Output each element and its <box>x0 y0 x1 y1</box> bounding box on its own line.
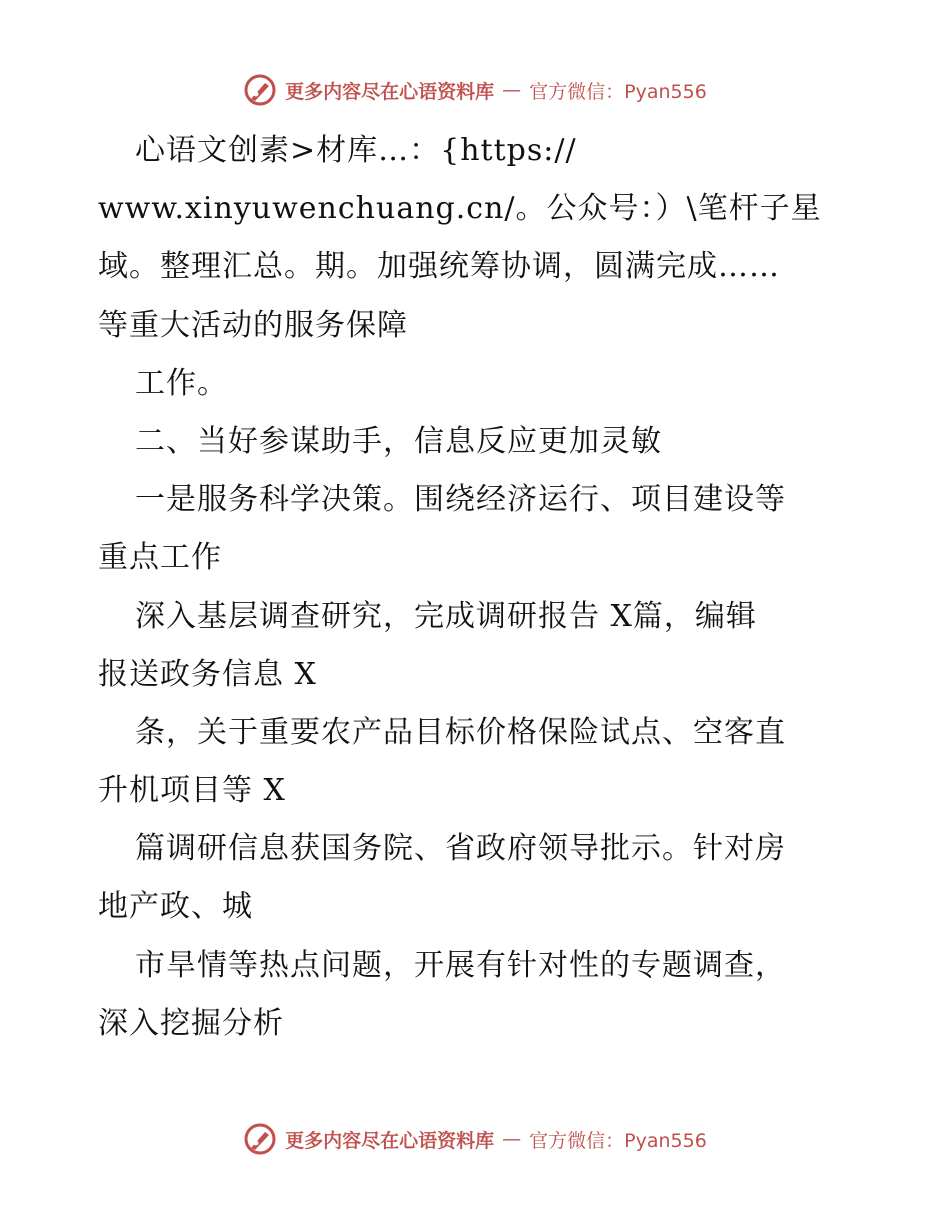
text-line: 地产政、城 <box>98 889 253 925</box>
text-line: 条，关于重要农产品目标价格保险试点、空客直 <box>135 714 786 750</box>
banner-brand: 更多内容尽在心语资料库 <box>285 80 495 103</box>
text-line: 工作。 <box>135 365 228 401</box>
banner-brand: 更多内容尽在心语资料库 <box>285 1129 495 1152</box>
pen-logo-icon <box>243 73 277 107</box>
banner-separator: — <box>502 79 522 101</box>
text-line: 一是服务科学决策。围绕经济运行、项目建设等 <box>135 482 786 518</box>
text-line: 等重大活动的服务保障 <box>98 307 408 343</box>
text-line: 篇调研信息获国务院、省政府领导批示。针对房 <box>135 831 786 867</box>
pen-logo-icon <box>243 1122 277 1156</box>
text-line: 深入挖掘分析 <box>98 1005 284 1041</box>
document-body <box>98 122 858 1053</box>
section-heading: 二、当好参谋助手，信息反应更加灵敏 <box>135 423 662 459</box>
footer-banner <box>0 1122 950 1156</box>
banner-wechat: 官方微信：Pyan556 <box>529 1129 707 1152</box>
text-line: 报送政务信息 X <box>98 656 317 692</box>
text-line: 心语文创素>材库…：{https:// <box>135 133 577 168</box>
banner-separator: — <box>502 1128 522 1150</box>
banner-wechat: 官方微信：Pyan556 <box>529 80 707 103</box>
text-line: 市旱情等热点问题，开展有针对性的专题调查， <box>135 947 786 983</box>
text-line: 重点工作 <box>98 540 222 576</box>
text-line: 深入基层调查研究，完成调研报告 X篇，编辑 <box>135 598 757 634</box>
text-line: 域。整理汇总。期。加强统筹协调，圆满完成…… <box>98 249 780 285</box>
text-line: 升机项目等 X <box>98 773 286 809</box>
header-banner <box>0 73 950 107</box>
text-line: www.xinyuwenchuang.cn/。公众号：）\笔杆子星 <box>98 191 822 227</box>
